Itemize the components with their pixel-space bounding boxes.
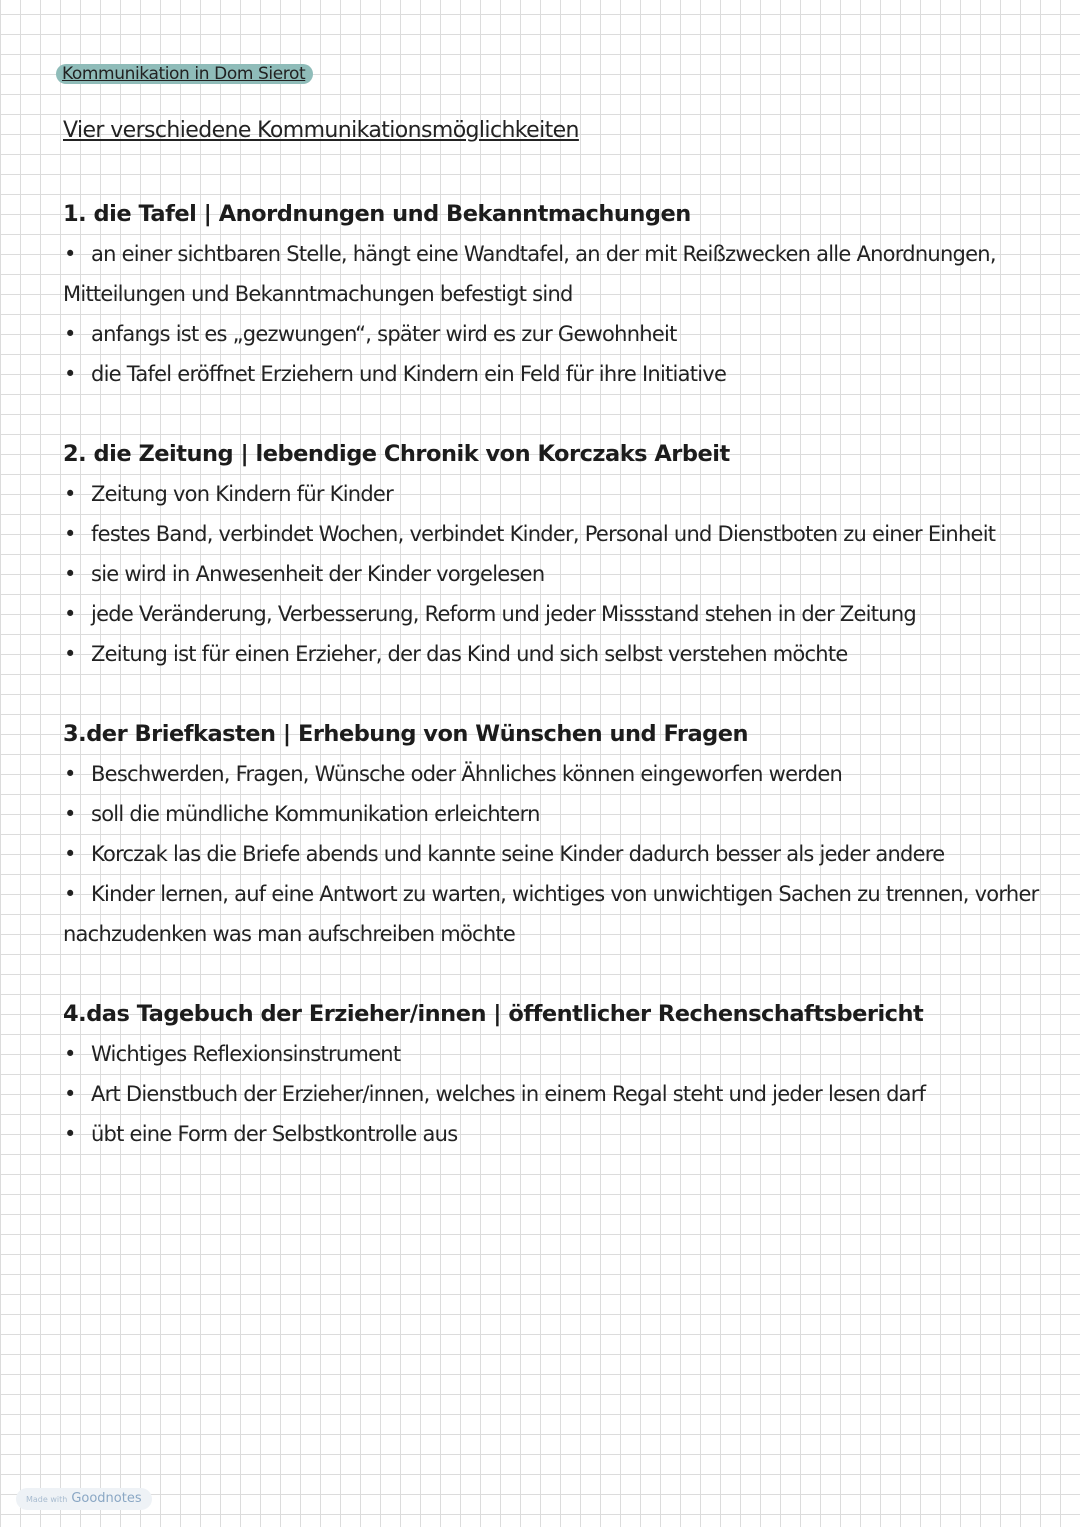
section-heading: 2. die Zeitung | lebendige Chronik von Korczaks Arbeit [63,441,730,467]
section-tafel [63,194,1023,394]
section-tagebuch [63,994,1023,1154]
bullet-icon: • [64,1082,76,1106]
list-item: • jede Veränderung, Verbesserung, Reform und jeder Missstand stehen in der Zeitung [63,594,1023,634]
list-item: • Kinder lernen, auf eine Antwort zu warten, wichtiges von unwichtigen Sachen zu trennen, vorher [63,874,1023,914]
list-item: • soll die mündliche Kommunikation erleichtern [63,794,1023,834]
bullet-icon: • [64,562,76,586]
bullet-icon: • [64,362,76,386]
bullet-icon: • [64,602,76,626]
list-item: • Wichtiges Reflexionsinstrument [63,1034,1023,1074]
section-briefkasten [63,714,1039,954]
bullet-icon: • [64,1122,76,1146]
bullet-icon: • [64,762,76,786]
bullet-icon: • [64,482,76,506]
bullet-icon: • [64,1042,76,1066]
list-item-continuation: nachzudenken was man aufschreiben möchte [63,922,516,946]
list-item: • Zeitung von Kindern für Kinder [63,474,1023,514]
footer-brand: Goodnotes [71,1491,142,1506]
footer-prefix: Made with [26,1495,68,1504]
list-item: • sie wird in Anwesenheit der Kinder vorgelesen [63,554,1023,594]
list-item: • Art Dienstbuch der Erzieher/innen, welches in einem Regal steht und jeder lesen darf [63,1074,1023,1114]
section-heading: 3.der Briefkasten | Erhebung von Wünschen und Fragen [63,721,749,747]
list-item: • anfangs ist es „gezwungen“, später wird es zur Gewohnheit [63,314,1023,354]
page-title-tag: Kommunikation in Dom Sierot [56,64,313,84]
bullet-icon: • [64,842,76,866]
list-item: • übt eine Form der Selbstkontrolle aus [63,1114,1023,1154]
bullet-icon: • [64,242,76,266]
list-item-continuation: Mitteilungen und Bekanntmachungen befestigt sind [63,282,573,306]
bullet-icon: • [64,882,76,906]
list-item: • die Tafel eröffnet Erziehern und Kindern ein Feld für ihre Initiative [63,354,1023,394]
list-item: • Korczak las die Briefe abends und kannte seine Kinder dadurch besser als jeder andere [63,834,1023,874]
page-subtitle: Vier verschiedene Kommunikationsmöglichkeiten [63,118,579,143]
list-item: • an einer sichtbaren Stelle, hängt eine Wandtafel, an der mit Reißzwecken alle Anordnungen, [63,234,1023,274]
bullet-icon: • [64,642,76,666]
section-heading: 1. die Tafel | Anordnungen und Bekanntmachungen [63,201,691,227]
list-item: • Beschwerden, Fragen, Wünsche oder Ähnliches können eingeworfen werden [63,754,1023,794]
section-zeitung [63,434,1023,674]
section-heading: 4.das Tagebuch der Erzieher/innen | öffentlicher Rechenschaftsbericht [63,1001,924,1027]
list-item: • Zeitung ist für einen Erzieher, der das Kind und sich selbst verstehen möchte [63,634,1023,674]
list-item: • festes Band, verbindet Wochen, verbindet Kinder, Personal und Dienstboten zu einer Einheit [63,514,1023,554]
bullet-icon: • [64,802,76,826]
goodnotes-badge [16,1488,152,1510]
bullet-icon: • [64,522,76,546]
bullet-icon: • [64,322,76,346]
